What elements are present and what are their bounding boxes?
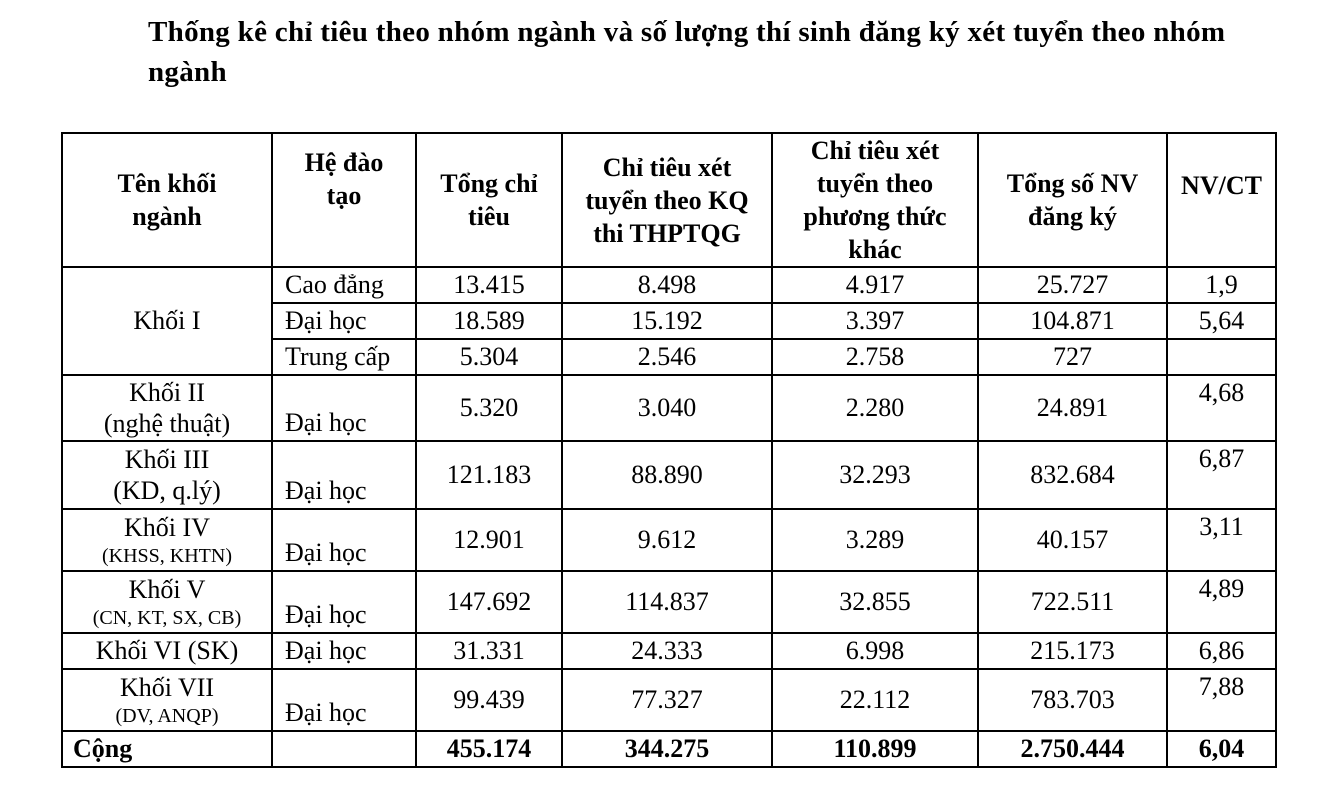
tong-nv: 832.684 (978, 441, 1167, 509)
tong-nv: 40.157 (978, 509, 1167, 571)
khoi-subtitle: (nghệ thuật) (103, 409, 231, 438)
tong-chi-tieu: 5.304 (416, 339, 562, 375)
khoi-name: Khối III (124, 445, 210, 474)
header-nv-ct: NV/CT (1167, 133, 1276, 267)
table-row (62, 509, 1276, 571)
nv-ct: 4,89 (1167, 571, 1276, 633)
nv-ct: 6,87 (1167, 441, 1276, 509)
tong-nv: 25.727 (978, 267, 1167, 303)
chi-tieu-khac: 32.855 (772, 571, 978, 633)
table-row (62, 441, 1276, 509)
he-dao-tao: Đại học (272, 571, 416, 633)
tong-chi-tieu: 121.183 (416, 441, 562, 509)
table-row (62, 669, 1276, 731)
nv-ct: 5,64 (1167, 303, 1276, 339)
tong-nv: 722.511 (978, 571, 1167, 633)
total-he-dao-tao-empty (272, 731, 416, 767)
khoi-name-cell (62, 441, 272, 509)
tong-nv: 783.703 (978, 669, 1167, 731)
tong-chi-tieu: 12.901 (416, 509, 562, 571)
chi-tieu-khac: 4.917 (772, 267, 978, 303)
chi-tieu-thptqg: 114.837 (562, 571, 772, 633)
khoi-name-cell (62, 509, 272, 571)
tong-nv: 215.173 (978, 633, 1167, 669)
chi-tieu-thptqg: 77.327 (562, 669, 772, 731)
header-chi-tieu-khac: Chỉ tiêu xét tuyển theo phương thức khác (772, 133, 978, 267)
nv-ct: 6,86 (1167, 633, 1276, 669)
chi-tieu-khac: 3.289 (772, 509, 978, 571)
tong-chi-tieu: 147.692 (416, 571, 562, 633)
tong-chi-tieu: 99.439 (416, 669, 562, 731)
khoi-name: Khối II (129, 378, 205, 407)
he-dao-tao: Đại học (272, 633, 416, 669)
header-tong-chi-tieu: Tổng chỉ tiêu (416, 133, 562, 267)
tong-nv: 24.891 (978, 375, 1167, 441)
tong-chi-tieu: 18.589 (416, 303, 562, 339)
chi-tieu-thptqg: 2.546 (562, 339, 772, 375)
total-tong-nv: 2.750.444 (978, 731, 1167, 767)
table-row (62, 571, 1276, 633)
total-chi-tieu-khac: 110.899 (772, 731, 978, 767)
tong-chi-tieu: 13.415 (416, 267, 562, 303)
table-row (62, 267, 1276, 303)
khoi-name: Khối V (128, 574, 206, 604)
nv-ct: 7,88 (1167, 669, 1276, 731)
header-he-dao-tao: Hệ đào tạo (272, 133, 416, 267)
nv-ct: 4,68 (1167, 375, 1276, 441)
chi-tieu-thptqg: 3.040 (562, 375, 772, 441)
chi-tieu-khac: 32.293 (772, 441, 978, 509)
total-label: Cộng (62, 731, 272, 767)
chi-tieu-khac: 2.758 (772, 339, 978, 375)
document-title: Thống kê chỉ tiêu theo nhóm ngành và số lượng thí sinh đăng ký xét tuyển theo nhóm ngành (148, 16, 1226, 88)
khoi-subtitle: (DV, ANQP) (115, 704, 219, 727)
he-dao-tao: Đại học (272, 669, 416, 731)
nv-ct: 3,11 (1167, 509, 1276, 571)
chi-tieu-khac: 6.998 (772, 633, 978, 669)
chi-tieu-thptqg: 15.192 (562, 303, 772, 339)
chi-tieu-thptqg: 8.498 (562, 267, 772, 303)
total-row (62, 731, 1276, 767)
statistics-table (61, 132, 1277, 768)
khoi-name: Khối IV (124, 512, 210, 542)
total-chi-tieu-thptqg: 344.275 (562, 731, 772, 767)
nv-ct: 1,9 (1167, 267, 1276, 303)
chi-tieu-khac: 3.397 (772, 303, 978, 339)
chi-tieu-khac: 2.280 (772, 375, 978, 441)
he-dao-tao: Đại học (272, 441, 416, 509)
chi-tieu-thptqg: 9.612 (562, 509, 772, 571)
khoi-name: Khối VII (119, 672, 215, 702)
chi-tieu-thptqg: 88.890 (562, 441, 772, 509)
khoi-name-cell (62, 571, 272, 633)
khoi-subtitle: (CN, KT, SX, CB) (92, 606, 242, 629)
tong-chi-tieu: 31.331 (416, 633, 562, 669)
tong-chi-tieu: 5.320 (416, 375, 562, 441)
khoi-name-cell (62, 375, 272, 441)
tong-nv: 727 (978, 339, 1167, 375)
chi-tieu-khac: 22.112 (772, 669, 978, 731)
nv-ct (1167, 339, 1276, 375)
he-dao-tao: Đại học (272, 375, 416, 441)
header-chi-tieu-thptqg: Chỉ tiêu xét tuyển theo KQ thi THPTQG (562, 133, 772, 267)
tong-nv: 104.871 (978, 303, 1167, 339)
header-ten-khoi-nganh: Tên khối ngành (62, 133, 272, 267)
he-dao-tao: Đại học (272, 509, 416, 571)
khoi-name: Khối VI (SK) (62, 633, 272, 669)
khoi-subtitle: (KD, q.lý) (113, 476, 221, 505)
chi-tieu-thptqg: 24.333 (562, 633, 772, 669)
total-tong-chi-tieu: 455.174 (416, 731, 562, 767)
table-row (62, 633, 1276, 669)
he-dao-tao: Trung cấp (272, 339, 416, 375)
header-tong-nv: Tổng số NV đăng ký (978, 133, 1167, 267)
khoi-subtitle: (KHSS, KHTN) (102, 544, 232, 567)
khoi-name-cell (62, 669, 272, 731)
he-dao-tao: Đại học (272, 303, 416, 339)
total-nv-ct: 6,04 (1167, 731, 1276, 767)
khoi-name: Khối I (62, 267, 272, 375)
table-row (62, 375, 1276, 441)
he-dao-tao: Cao đẳng (272, 267, 416, 303)
header-row (62, 133, 1276, 267)
